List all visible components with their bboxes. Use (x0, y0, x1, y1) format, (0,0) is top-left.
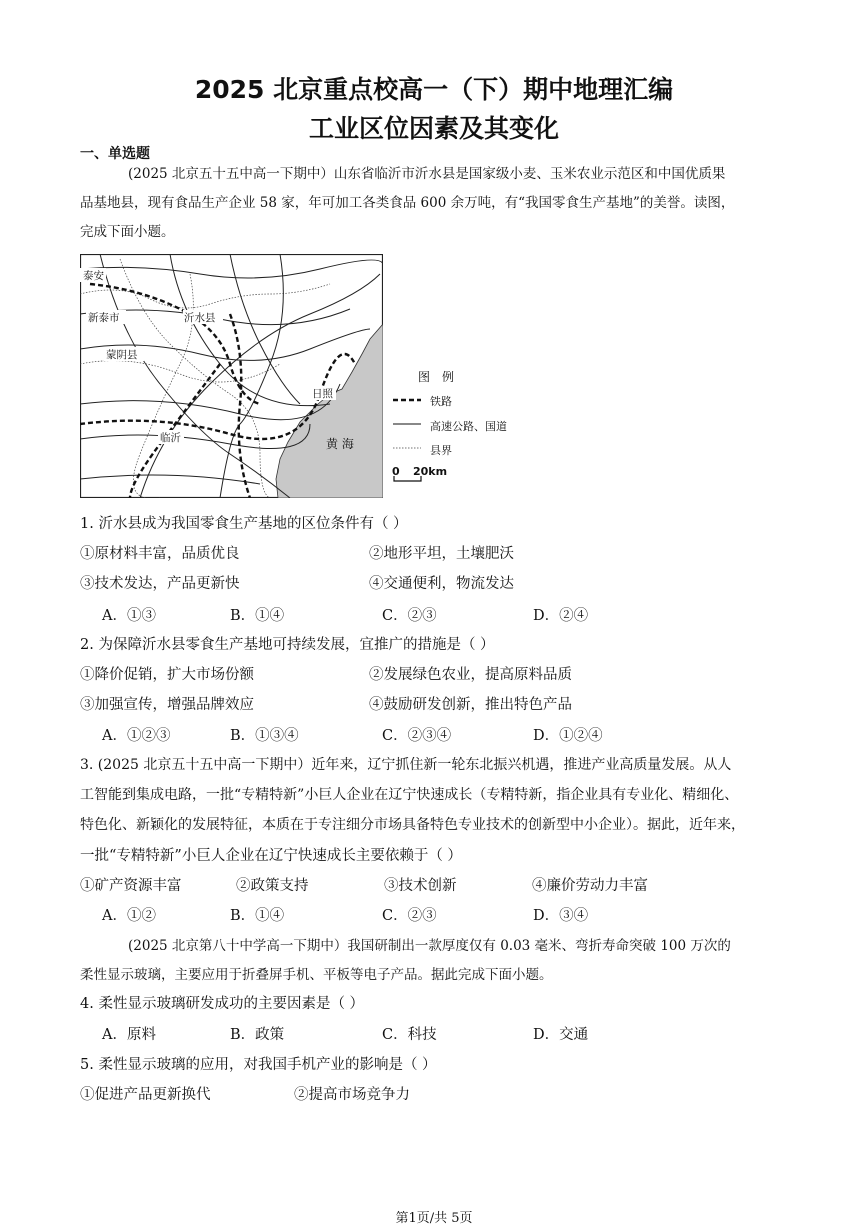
q5-option-2: ②提高市场竞争力 (294, 1087, 410, 1103)
legend-highway: 高速公路、国道 (430, 420, 507, 433)
q3-choice-b: B．①④ (230, 908, 285, 924)
q3-option-2: ②政策支持 (236, 878, 309, 894)
q3-choice-d: D．③④ (533, 908, 589, 924)
intro1-line1: (2025 北京五十五中高一下期中）山东省临沂市沂水县是国家级小麦、玉米农业示范区和中国优质果 (128, 166, 726, 182)
q5-option-1: ①促进产品更新换代 (80, 1087, 211, 1103)
q4-choice-b: B．政策 (230, 1027, 285, 1043)
legend-highway-symbol (393, 420, 423, 428)
q1-option-4: ④交通便利，物流发达 (369, 576, 514, 592)
intro2-line2: 柔性显示玻璃，主要应用于折叠屏手机、平板等电子产品。据此完成下面小题。 (80, 967, 553, 983)
q1-choice-c: C．②③ (382, 608, 437, 624)
q3-line2: 工智能到集成电路，一批“专精特新”小巨人企业在辽宁快速成长（专精特新，指企业具有专业化、精细化、 (80, 787, 739, 803)
q3-option-3: ③技术创新 (384, 878, 457, 894)
q3-option-4: ④廉价劳动力丰富 (532, 878, 648, 894)
legend-title: 图 例 (418, 370, 455, 384)
legend-railway: 铁路 (430, 395, 452, 408)
q3-line1: 3. (2025 北京五十五中高一下期中）近年来，辽宁抓住新一轮东北振兴机遇，推进产业高质量发展。从人 (80, 757, 732, 773)
legend-railway-symbol (393, 396, 423, 404)
map-label-sea: 黄 海 (326, 437, 354, 451)
map-label-rizhao: 日照 (312, 388, 333, 400)
q1-choice-b: B．①④ (230, 608, 285, 624)
map-label-xintai: 新泰市 (88, 312, 120, 324)
q2-choice-d: D．①②④ (533, 728, 603, 744)
page-number: 第1页/共 5页 (395, 1211, 473, 1226)
q2-choice-a: A．①②③ (102, 728, 171, 744)
q3-line3: 特色化、新颖化的发展特征，本质在于专注细分市场具备特色专业技术的创新型中小企业）。据此，近年来， (80, 817, 745, 833)
q2-option-3: ③加强宣传，增强品牌效应 (80, 697, 254, 713)
q1-option-2: ②地形平坦，土壤肥沃 (369, 546, 514, 562)
q2-option-4: ④鼓励研发创新，推出特色产品 (369, 697, 572, 713)
map-label-yishui: 沂水县 (184, 312, 216, 324)
q5-stem: 5. 柔性显示玻璃的应用，对我国手机产业的影响是（ ） (80, 1057, 437, 1073)
q2-stem: 2. 为保障沂水县零食生产基地可持续发展，宜推广的措施是（ ） (80, 637, 495, 653)
legend-scale-zero: 0 (392, 465, 400, 478)
section-heading: 一、单选题 (80, 146, 150, 162)
q3-choice-a: A．①② (102, 908, 156, 924)
legend-border: 县界 (430, 444, 452, 457)
map-label-linyi: 临沂 (160, 432, 181, 444)
q1-stem: 1. 沂水县成为我国零食生产基地的区位条件有（ ） (80, 516, 408, 532)
q4-choice-a: A．原料 (102, 1027, 156, 1043)
regional-map (80, 254, 383, 498)
q2-choice-c: C．②③④ (382, 728, 452, 744)
legend-border-symbol (393, 444, 423, 452)
intro2-line1: (2025 北京第八十中学高一下期中）我国研制出一款厚度仅有 0.03 毫米、弯折寿命突破 100 万次的 (128, 938, 731, 954)
scale-bar (393, 476, 423, 482)
q1-option-3: ③技术发达，产品更新快 (80, 576, 240, 592)
q3-choice-c: C．②③ (382, 908, 437, 924)
q4-choice-c: C．科技 (382, 1027, 437, 1043)
q3-option-1: ①矿产资源丰富 (80, 878, 182, 894)
q2-option-2: ②发展绿色农业，提高原料品质 (369, 667, 572, 683)
document-title: 2025 北京重点校高一（下）期中地理汇编 (194, 75, 674, 104)
map-label-mengyin: 蒙阴县 (106, 349, 138, 361)
q1-choice-d: D．②④ (533, 608, 589, 624)
intro1-line2: 品基地县，现有食品生产企业 58 家，年可加工各类食品 600 余万吨，有“我国零食生产基地”的美誉。读图， (80, 195, 735, 211)
legend-scale-value: 20km (413, 465, 448, 478)
q1-choice-a: A．①③ (102, 608, 156, 624)
intro1-line3: 完成下面小题。 (80, 224, 175, 240)
q4-choice-d: D．交通 (533, 1027, 589, 1043)
map-label-taian: 泰安 (83, 270, 104, 282)
q2-choice-b: B．①③④ (230, 728, 299, 744)
q2-option-1: ①降价促销，扩大市场份额 (80, 667, 254, 683)
q4-stem: 4. 柔性显示玻璃研发成功的主要因素是（ ） (80, 996, 365, 1012)
q1-option-1: ①原材料丰富，品质优良 (80, 546, 240, 562)
q3-line4: 一批“专精特新”小巨人企业在辽宁快速成长主要依赖于（ ） (80, 848, 462, 864)
document-subtitle: 工业区位因素及其变化 (308, 114, 559, 143)
